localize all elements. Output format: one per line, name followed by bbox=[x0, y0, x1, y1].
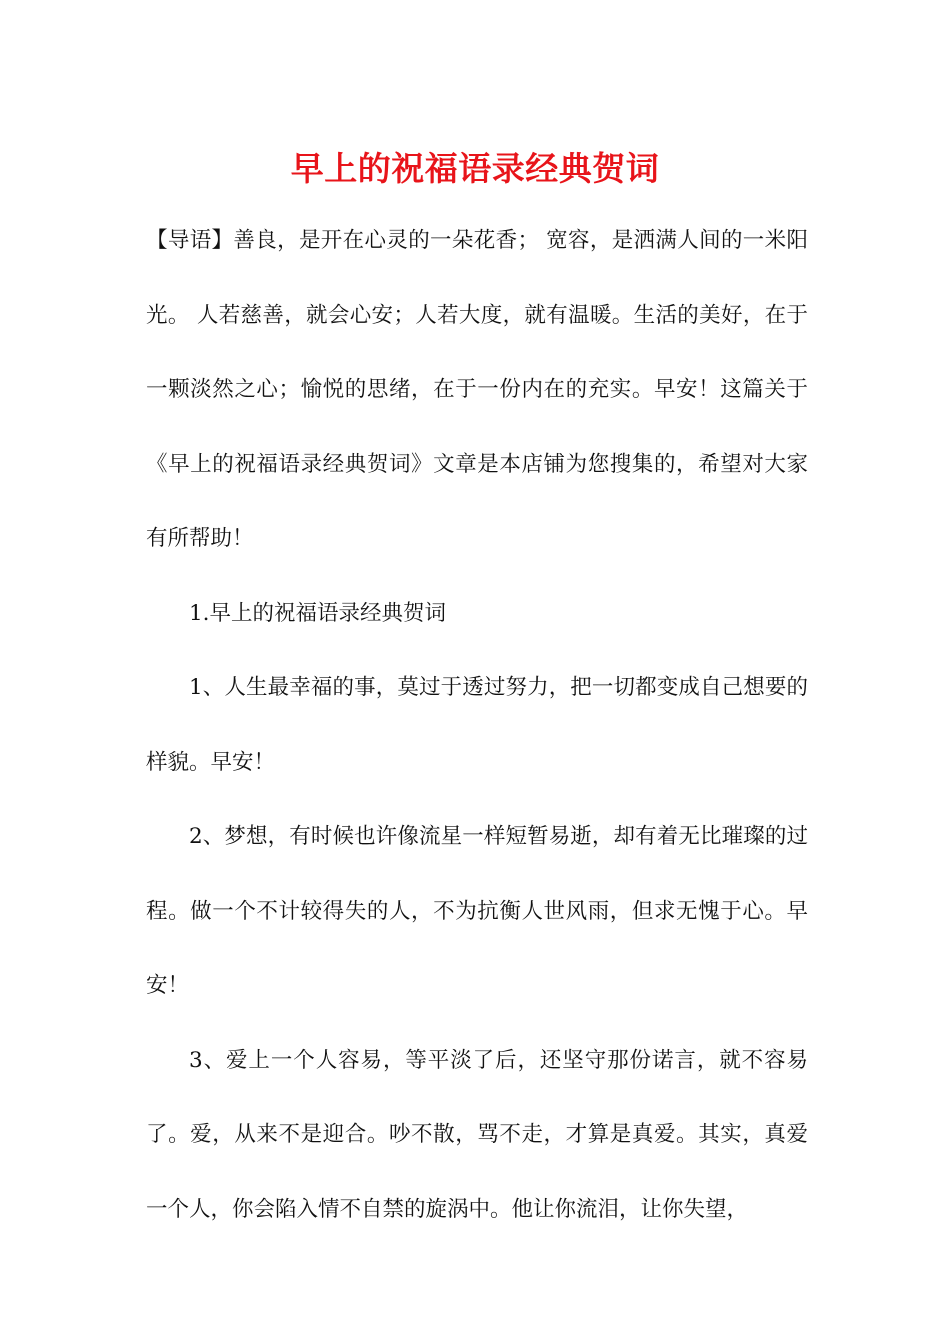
section-heading: 1.早上的祝福语录经典贺词 bbox=[189, 600, 447, 626]
document-body bbox=[146, 204, 808, 1247]
quote-item-2: 2、梦想，有时候也许像流星一样短暂易逝，却有着无比璀璨的过程。做一个不计较得失的人，不为抗衡人世风雨，但求无愧于心。早安！ bbox=[146, 824, 808, 998]
quote-item-1: 1、人生最幸福的事，莫过于透过努力，把一切都变成自己想要的样貌。早安！ bbox=[146, 675, 808, 775]
quote-item-3: 3、爱上一个人容易，等平淡了后，还坚守那份诺言，就不容易了。爱，从来不是迎合。吵不散，骂不走，才算是真爱。其实，真爱一个人，你会陷入情不自禁的旋涡中。他让你流泪，让你失望， bbox=[146, 1047, 808, 1222]
intro-paragraph: 【导语】善良，是开在心灵的一朵花香； 宽容，是洒满人间的一米阳光。 人若慈善，就会心安；人若大度，就有温暖。生活的美好，在于一颗淡然之心；愉悦的思绪，在于一份内在的充实。早安！这篇关于《早上的祝福语录经典贺词》文章是本店铺为您搜集的，希望对大家有所帮助！ bbox=[146, 228, 808, 551]
document-title: 早上的祝福语录经典贺词 bbox=[290, 149, 660, 188]
